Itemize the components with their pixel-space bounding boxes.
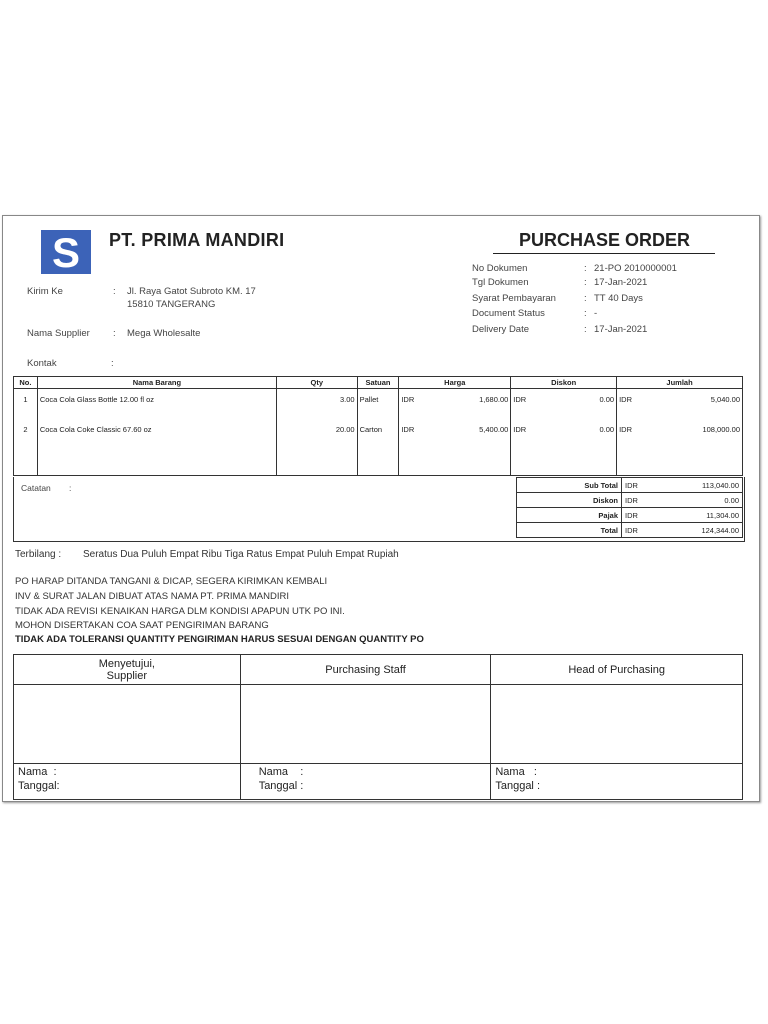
- cell-currency: IDR: [617, 389, 634, 423]
- tanggal-label: Tanggal: [18, 780, 57, 792]
- meta-value: 17-Jan-2021: [594, 324, 648, 335]
- totals-row-subtotal: [517, 478, 743, 493]
- signature-col-purchasing-staff: Purchasing Staff: [240, 655, 491, 685]
- document-title: PURCHASE ORDER: [519, 230, 691, 250]
- purchase-order-document: S PT. PRIMA MANDIRI PURCHASE ORDER No Dokumen : 21-PO 2010000001 Tgl Dokumen : 17-Jan-2021 Syarat Pembayaran : TT 40 Days Document Status : - Delivery Date : 17-Jan-2021 Kirim Ke : Jl. Raya Gatot Subroto KM. 17 15810 TANGERANG Nama Supplier : Mega Wholesalte Kontak : No. Nama Barang Qty Satuan Harga Diskon Jumlah 1 Coca Cola Glass Bottle 12.00 fl oz 3.00 Pallet IDR 1,680.00 IDR 0.00 IDR 5,040.00 2 Coca Cola Coke Classic 67.60 oz 20.00 Carton IDR 5,400.00 IDR 0.00 IDR 108,000.00 Catatan : Sub Total IDR 113,040.00 Diskon IDR 0.00 Pajak IDR 11,304.00 Total IDR 124,344.00 Terbilang : Seratus Dua Puluh Empat Ribu Tiga Ratus Empat Puluh Empat Rupiah PO HARAP DITANDA TANGANI & DICAP, SEGERA KIRIMKAN KEMBALI INV & SURAT JALAN DIBUAT ATAS NAMA PT. PRIMA MANDIRI TIDAK ADA REVISI KENAIKAN HARGA DLM KONDISI APAPUN UTK PO INI. MOHON DISERTAKAN COA SAAT PENGIRIMAN BARANG TIDAK ADA TOLERANSI QUANTITY PENGIRIMAN HARUS SESUAI DENGAN QUANTITY PO Menyetujui, Supplier Purchasing Staff Head of Purchasing Nama : Tanggal: Nama : Tanggal : Nama : Tanggal :: [2, 215, 760, 802]
- cell-amount: 108,000.00: [634, 422, 743, 476]
- cell-currency: IDR: [617, 422, 634, 476]
- total-label: Diskon: [517, 493, 622, 508]
- instruction-line: TIDAK ADA REVISI KENAIKAN HARGA DLM KONDISI APAPUN UTK PO INI.: [15, 606, 345, 617]
- cell-unit: Carton: [357, 422, 399, 476]
- nama-field: Nama :: [258, 766, 304, 778]
- meta-value: -: [594, 308, 598, 319]
- total-currency: IDR: [622, 523, 659, 538]
- tanggal-label: Tanggal: [495, 780, 534, 792]
- meta-value: 21-PO 2010000001: [594, 263, 677, 274]
- cell-amount: 5,040.00: [634, 389, 743, 423]
- col-header-harga: Harga: [399, 377, 511, 389]
- signature-footer-row: [14, 764, 743, 800]
- cell-no: 1: [14, 389, 38, 423]
- cell-currency: IDR: [511, 389, 528, 423]
- meta-label: Delivery Date: [472, 324, 530, 335]
- col-header-jumlah: Jumlah: [617, 377, 743, 389]
- cell-discount: 0.00: [528, 422, 616, 476]
- total-value: 113,040.00: [658, 478, 743, 493]
- col-header-nama-barang: Nama Barang: [37, 377, 276, 389]
- signature-header-row: [14, 655, 743, 685]
- nama-label: Nama: [258, 766, 289, 778]
- signature-area: [14, 685, 241, 764]
- cell-no: 2: [14, 422, 38, 476]
- signature-col-head-purchasing: Head of Purchasing: [491, 655, 743, 685]
- col-header-qty: Qty: [276, 377, 357, 389]
- col-header-no: No.: [14, 377, 38, 389]
- table-header-row: [14, 377, 743, 389]
- notes-label: Catatan: [21, 483, 51, 493]
- nama-label: Nama: [18, 766, 48, 778]
- signature-col-supplier: [14, 655, 241, 685]
- totals-row-total: [517, 523, 743, 538]
- nama-field: Nama :: [495, 766, 537, 778]
- totals-row-pajak: [517, 508, 743, 523]
- supplier-approval-label: Menyetujui,: [98, 657, 155, 670]
- total-label: Sub Total: [517, 478, 622, 493]
- total-label: Total: [517, 523, 622, 538]
- instruction-line: MOHON DISERTAKAN COA SAAT PENGIRIMAN BARANG: [15, 620, 269, 631]
- table-row: [14, 389, 743, 423]
- supplier-value: Mega Wholesalte: [127, 328, 201, 339]
- table-row: [14, 422, 743, 476]
- meta-label: No Dokumen: [472, 263, 528, 274]
- cell-qty: 20.00: [276, 422, 357, 476]
- signature-area: [240, 685, 491, 764]
- meta-label: Tgl Dokumen: [472, 277, 529, 288]
- meta-value: 17-Jan-2021: [594, 277, 648, 288]
- total-value: 124,344.00: [658, 523, 743, 538]
- meta-label: Document Status: [472, 308, 545, 319]
- col-header-diskon: Diskon: [511, 377, 617, 389]
- total-value: 11,304.00: [658, 508, 743, 523]
- address-line1: Jl. Raya Gatot Subroto KM. 17: [127, 286, 256, 297]
- title-underline: [493, 253, 715, 254]
- items-table: [13, 376, 743, 476]
- signature-area-row: [14, 685, 743, 764]
- totals-table: [516, 477, 743, 538]
- tanggal-field: Tanggal :: [258, 780, 304, 792]
- signature-area: [491, 685, 743, 764]
- cell-qty: 3.00: [276, 389, 357, 423]
- kontak-label: Kontak: [27, 358, 57, 369]
- cell-unit: Pallet: [357, 389, 399, 423]
- totals-row-diskon: [517, 493, 743, 508]
- nama-label: Nama: [495, 766, 525, 778]
- col-header-satuan: Satuan: [357, 377, 399, 389]
- cell-discount: 0.00: [528, 389, 616, 423]
- cell-currency: IDR: [511, 422, 528, 476]
- supplier-label: Nama Supplier: [27, 328, 90, 339]
- company-name: PT. PRIMA MANDIRI: [109, 230, 285, 250]
- company-logo: S: [41, 230, 91, 274]
- total-value: 0.00: [658, 493, 743, 508]
- nama-field: Nama :: [18, 766, 57, 778]
- total-currency: IDR: [622, 493, 659, 508]
- cell-price: 5,400.00: [416, 422, 511, 476]
- terbilang-label: Terbilang :: [15, 549, 62, 560]
- tanggal-label: Tanggal: [258, 780, 298, 792]
- total-currency: IDR: [622, 508, 659, 523]
- cell-name: Coca Cola Coke Classic 67.60 oz: [37, 422, 276, 476]
- total-label: Pajak: [517, 508, 622, 523]
- instruction-line: PO HARAP DITANDA TANGANI & DICAP, SEGERA KIRIMKAN KEMBALI: [15, 576, 328, 587]
- tanggal-field: Tanggal:: [18, 780, 60, 792]
- instruction-line-bold: TIDAK ADA TOLERANSI QUANTITY PENGIRIMAN HARUS SESUAI DENGAN QUANTITY PO: [15, 634, 424, 645]
- total-currency: IDR: [622, 478, 659, 493]
- cell-name: Coca Cola Glass Bottle 12.00 fl oz: [37, 389, 276, 423]
- address-line2: 15810 TANGERANG: [127, 299, 216, 310]
- signature-table: [13, 654, 743, 800]
- meta-label: Syarat Pembayaran: [472, 293, 556, 304]
- cell-price: 1,680.00: [416, 389, 511, 423]
- cell-currency: IDR: [399, 389, 416, 423]
- tanggal-field: Tanggal :: [495, 780, 541, 792]
- terbilang-value: Seratus Dua Puluh Empat Ribu Tiga Ratus Empat Puluh Empat Rupiah: [83, 549, 399, 560]
- meta-value: TT 40 Days: [594, 293, 643, 304]
- kirim-ke-label: Kirim Ke: [27, 286, 63, 297]
- cell-currency: IDR: [399, 422, 416, 476]
- instruction-line: INV & SURAT JALAN DIBUAT ATAS NAMA PT. PRIMA MANDIRI: [15, 591, 289, 602]
- supplier-label: Supplier: [106, 669, 148, 682]
